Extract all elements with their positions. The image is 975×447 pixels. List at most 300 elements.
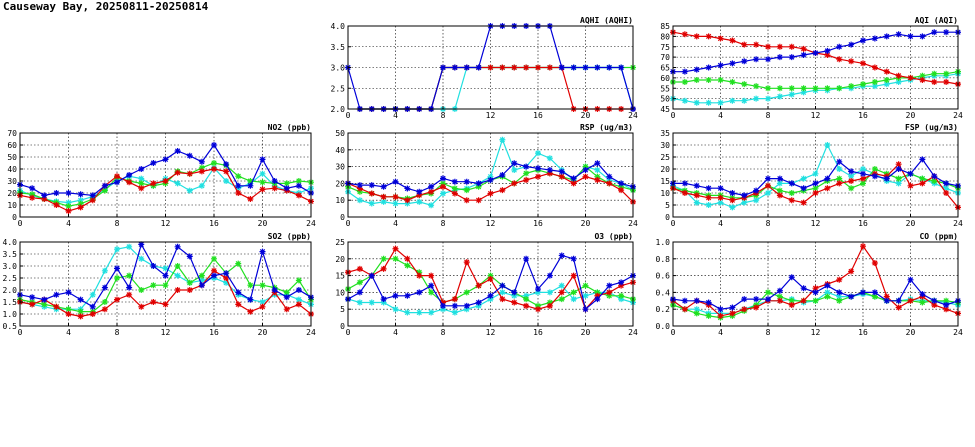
so2-series-green-point (102, 299, 108, 305)
aqi-series-red-point (741, 42, 747, 48)
rsp-series-blue-point (476, 180, 482, 186)
o3-series-green-point (404, 263, 410, 269)
rsp-series-red-point (404, 197, 410, 203)
aqhi-xtick-label: 8 (440, 111, 446, 120)
no2-series-green-point (260, 179, 266, 185)
o3-series-red-point (452, 296, 458, 302)
fsp-series-red-point (919, 180, 925, 186)
co-series-blue-point (741, 296, 747, 302)
rsp-chart (335, 123, 638, 228)
rsp-series-blue-point (464, 179, 470, 185)
aqi-series-green-point (931, 71, 937, 77)
aqi-series-green-point (753, 83, 759, 89)
aqhi-series-blue-point (440, 65, 446, 71)
aqi-series-blue-point (718, 62, 724, 68)
aqi-series-red-point (753, 42, 759, 48)
o3-series-blue-point (583, 306, 589, 312)
so2-series-blue-point (66, 289, 72, 295)
o3-series-red-point (571, 273, 577, 279)
aqi-series-cyan-point (682, 98, 688, 104)
no2-xtick-label: 24 (306, 219, 316, 228)
fsp-series-cyan-point (813, 171, 819, 177)
so2-series-blue-point (199, 282, 205, 288)
fsp-xtick-label: 24 (953, 219, 963, 228)
so2-series-red-point (235, 301, 241, 307)
rsp-series-blue-point (571, 175, 577, 181)
aqi-series-red-point (789, 44, 795, 50)
rsp-series-cyan-point (416, 199, 422, 205)
rsp-series-cyan-point (535, 150, 541, 156)
rsp-series-blue-point (416, 189, 422, 195)
o3-series-blue-point (381, 296, 387, 302)
so2-series-red-point (114, 297, 120, 303)
fsp-series-red-point (682, 190, 688, 196)
fsp-series-red-point (824, 185, 830, 191)
rsp-series-red-point (618, 187, 624, 193)
o3-ytick-label: 20 (335, 254, 345, 264)
aqhi-series-red-point (547, 65, 553, 71)
aqi-series-blue-point (729, 60, 735, 66)
o3-series-red-point (535, 306, 541, 312)
aqi-series-red-point (872, 65, 878, 71)
co-series-red-point (801, 298, 807, 304)
no2-series-red-point (66, 208, 72, 214)
co-series-green-point (824, 294, 830, 300)
so2-series-blue-point (90, 304, 96, 310)
rsp-series-red-point (464, 197, 470, 203)
aqhi-series-blue-point (476, 65, 482, 71)
rsp-series-red-point (606, 180, 612, 186)
o3-series-blue-point (606, 283, 612, 289)
rsp-series-red-point (594, 177, 600, 183)
o3-series-cyan-point (452, 310, 458, 316)
o3-series-cyan-point (393, 306, 399, 312)
rsp-series-cyan-point (594, 167, 600, 173)
so2-series-cyan-point (90, 292, 96, 298)
co-series-green-point (765, 289, 771, 295)
rsp-series-blue-point (393, 179, 399, 185)
co-series-blue-point (872, 289, 878, 295)
so2-xtick-label: 24 (306, 328, 316, 337)
rsp-series-green-point (464, 187, 470, 193)
so2-series-red-point (78, 313, 84, 319)
so2-series-red-point (247, 309, 253, 315)
aqi-ytick-label: 70 (660, 53, 670, 63)
aqi-series-green-point (884, 77, 890, 83)
co-series-red-point (718, 313, 724, 319)
no2-ytick-label: 30 (7, 177, 17, 186)
co-ytick-label: 0.8 (655, 254, 670, 264)
rsp-series-blue-point (357, 182, 363, 188)
rsp-series-blue-point (369, 182, 375, 188)
no2-ytick-label: 50 (7, 153, 17, 162)
so2-series-red-point (66, 311, 72, 317)
so2-ytick-label: 1.5 (2, 298, 17, 307)
no2-series-blue-point (114, 179, 120, 185)
rsp-series-blue-point (452, 179, 458, 185)
so2-series-blue-point (53, 292, 59, 298)
aqi-series-green-point (729, 79, 735, 85)
aqi-series-red-point (884, 69, 890, 75)
o3-series-blue-point (404, 293, 410, 299)
o3-series-blue-point (594, 296, 600, 302)
rsp-series-blue-point (488, 177, 494, 183)
rsp-ytick-label: 20 (335, 179, 345, 189)
co-ytick-label: 0.6 (655, 271, 670, 281)
aqi-series-cyan-point (706, 100, 712, 106)
co-ytick-label: 0.0 (655, 322, 670, 331)
fsp-xtick-label: 20 (905, 219, 916, 228)
aqi-series-red-point (836, 56, 842, 62)
no2-ytick-label: 10 (7, 201, 17, 210)
fsp-series-cyan-point (694, 200, 700, 206)
co-series-blue-point (813, 289, 819, 295)
rsp-series-cyan-point (440, 190, 446, 196)
rsp-series-cyan-point (511, 167, 517, 173)
so2-series-red-point (29, 301, 35, 307)
so2-title: SO2 (ppb) (267, 232, 311, 241)
co-series-blue-point (729, 305, 735, 311)
fsp-series-red-point (908, 183, 914, 189)
aqhi-xtick-label: 12 (485, 111, 496, 120)
o3-series-green-point (618, 293, 624, 299)
no2-series-red-point (53, 202, 59, 208)
o3-series-cyan-point (369, 299, 375, 305)
rsp-series-blue-point (511, 160, 517, 166)
rsp-series-blue-point (583, 167, 589, 173)
rsp-series-blue-point (535, 165, 541, 171)
o3-series-green-point (571, 289, 577, 295)
rsp-series-red-point (476, 197, 482, 203)
aqi-series-blue-point (777, 54, 783, 60)
fsp-series-blue-point (943, 180, 949, 186)
o3-xtick-label: 8 (440, 328, 446, 337)
aqi-series-blue-point (860, 38, 866, 44)
o3-series-red-point (476, 283, 482, 289)
aqi-series-blue-point (706, 65, 712, 71)
no2-series-red-point (150, 180, 156, 186)
fsp-ytick-label: 10 (660, 189, 670, 198)
no2-xtick-label: 4 (66, 219, 71, 228)
aqi-series-cyan-point (789, 91, 795, 97)
fsp-series-blue-point (765, 176, 771, 182)
o3-series-cyan-point (547, 289, 553, 295)
o3-series-red-point (488, 276, 494, 282)
no2-series-red-point (175, 170, 181, 176)
aqhi-ytick-label: 3.5 (330, 42, 345, 52)
rsp-series-red-point (583, 174, 589, 180)
co-series-green-point (813, 298, 819, 304)
no2-series-blue-point (247, 183, 253, 189)
aqi-series-red-point (682, 31, 688, 37)
aqhi-ytick-label: 4.0 (330, 22, 345, 31)
fsp-series-red-point (836, 180, 842, 186)
aqi-series-blue-point (872, 35, 878, 41)
no2-series-blue-point (66, 190, 72, 196)
aqi-ytick-label: 60 (660, 73, 670, 83)
aqhi-series-blue-point (606, 65, 612, 71)
co-ytick-label: 0.2 (655, 305, 670, 315)
so2-series-red-point (175, 287, 181, 293)
fsp-ytick-label: 5 (665, 201, 670, 210)
so2-series-blue-point (114, 265, 120, 271)
o3-xtick-label: 4 (393, 328, 398, 337)
aqhi-title: AQHI (AQHI) (580, 16, 633, 25)
o3-series-green-point (464, 289, 470, 295)
rsp-ytick-label: 30 (335, 162, 345, 172)
fsp-series-blue-point (813, 180, 819, 186)
fsp-series-blue-point (741, 192, 747, 198)
aqhi-series-red-point (488, 65, 494, 71)
aqi-series-red-point (765, 44, 771, 50)
no2-series-blue-point (53, 190, 59, 196)
o3-series-cyan-point (416, 310, 422, 316)
so2-chart (3, 232, 316, 337)
so2-series-red-point (163, 301, 169, 307)
fsp-series-red-point (789, 197, 795, 203)
so2-series-red-point (284, 306, 290, 312)
fsp-series-red-point (801, 200, 807, 206)
so2-ytick-label: 3.0 (2, 262, 17, 271)
so2-series-cyan-point (102, 268, 108, 274)
aqi-series-green-point (801, 85, 807, 91)
aqi-series-red-point (848, 58, 854, 64)
o3-series-blue-point (571, 256, 577, 262)
aqi-series-blue-point (919, 33, 925, 39)
no2-series-blue-point (126, 172, 132, 178)
no2-series-cyan-point (223, 178, 229, 184)
rsp-series-red-point (381, 194, 387, 200)
so2-series-blue-point (175, 244, 181, 250)
co-series-blue-point (943, 302, 949, 308)
o3-series-green-point (381, 256, 387, 262)
aqi-series-red-point (729, 38, 735, 44)
co-xtick-label: 12 (810, 328, 821, 337)
so2-series-green-point (175, 263, 181, 269)
o3-series-green-point (357, 279, 363, 285)
aqhi-ytick-label: 2.5 (330, 84, 345, 94)
aqi-series-green-point (777, 85, 783, 91)
aqi-series-green-point (718, 77, 724, 83)
no2-series-red-point (272, 185, 278, 191)
aqi-series-blue-point (908, 33, 914, 39)
so2-series-blue-point (163, 273, 169, 279)
no2-series-blue-point (29, 185, 35, 191)
no2-ytick-label: 0 (12, 213, 17, 222)
aqhi-chart (331, 16, 638, 120)
co-ytick-label: 0.4 (655, 288, 670, 298)
aqi-xtick-label: 24 (953, 111, 963, 120)
fsp-series-blue-point (884, 176, 890, 182)
fsp-series-red-point (813, 190, 819, 196)
fsp-series-blue-point (718, 185, 724, 191)
co-series-green-point (694, 310, 700, 316)
rsp-series-red-point (511, 180, 517, 186)
fsp-series-blue-point (848, 168, 854, 174)
aqi-series-blue-point (789, 54, 795, 60)
aqi-series-blue-point (848, 42, 854, 48)
no2-ytick-label: 70 (7, 129, 17, 138)
o3-series-red-point (523, 303, 529, 309)
no2-ytick-label: 40 (7, 165, 17, 174)
o3-series-cyan-point (357, 299, 363, 305)
rsp-series-blue-point (381, 184, 387, 190)
aqhi-xtick-label: 24 (628, 111, 638, 120)
fsp-xtick-label: 0 (670, 219, 676, 228)
co-xtick-label: 20 (905, 328, 916, 337)
fsp-series-blue-point (836, 159, 842, 165)
o3-series-blue-point (547, 273, 553, 279)
no2-series-red-point (138, 185, 144, 191)
rsp-series-red-point (393, 194, 399, 200)
o3-series-blue-point (416, 289, 422, 295)
o3-series-red-point (499, 296, 505, 302)
rsp-series-blue-point (547, 167, 553, 173)
so2-xtick-label: 12 (160, 328, 171, 337)
aqi-series-cyan-point (694, 100, 700, 106)
rsp-xtick-label: 8 (440, 219, 446, 228)
o3-series-red-point (357, 266, 363, 272)
aqhi-series-blue-point (452, 65, 458, 71)
fsp-ytick-label: 35 (660, 129, 670, 138)
co-series-blue-point (706, 299, 712, 305)
no2-series-blue-point (211, 142, 217, 148)
aqi-series-red-point (931, 79, 937, 85)
no2-series-red-point (163, 178, 169, 184)
so2-series-green-point (260, 282, 266, 288)
o3-series-red-point (547, 303, 553, 309)
so2-series-green-point (126, 273, 132, 279)
so2-series-red-point (53, 304, 59, 310)
aqi-series-blue-point (753, 56, 759, 62)
fsp-series-blue-point (789, 180, 795, 186)
rsp-series-blue-point (499, 172, 505, 178)
aqi-series-green-point (848, 83, 854, 89)
page-title: Causeway Bay, 20250811-20250814 (3, 0, 209, 13)
no2-series-red-point (235, 190, 241, 196)
o3-ytick-label: 10 (335, 288, 345, 298)
fsp-series-green-point (896, 176, 902, 182)
o3-xtick-label: 12 (485, 328, 496, 337)
o3-ytick-label: 0 (340, 322, 345, 331)
so2-series-cyan-point (175, 273, 181, 279)
co-series-blue-point (848, 294, 854, 300)
so2-series-blue-point (102, 285, 108, 291)
no2-series-blue-point (102, 183, 108, 189)
o3-series-blue-point (440, 303, 446, 309)
fsp-series-blue-point (919, 156, 925, 162)
fsp-xtick-label: 8 (765, 219, 771, 228)
so2-series-cyan-point (114, 246, 120, 252)
so2-series-green-point (187, 280, 193, 286)
so2-series-blue-point (29, 294, 35, 300)
aqi-series-red-point (943, 79, 949, 85)
no2-series-cyan-point (199, 183, 205, 189)
so2-series-red-point (126, 292, 132, 298)
so2-series-blue-point (272, 287, 278, 293)
fsp-ytick-label: 25 (660, 153, 670, 162)
aqhi-series-blue-point (618, 65, 624, 71)
so2-series-red-point (260, 304, 266, 310)
o3-series-cyan-point (559, 283, 565, 289)
o3-series-red-point (606, 289, 612, 295)
no2-xtick-label: 0 (17, 219, 23, 228)
aqhi-series-blue-point (594, 65, 600, 71)
rsp-xtick-label: 24 (628, 219, 638, 228)
aqi-series-green-point (836, 85, 842, 91)
aqi-series-red-point (919, 77, 925, 83)
co-series-red-point (896, 305, 902, 311)
fsp-series-blue-point (729, 190, 735, 196)
aqi-series-red-point (908, 75, 914, 81)
no2-series-blue-point (90, 192, 96, 198)
o3-series-red-point (428, 273, 434, 279)
rsp-series-blue-point (618, 180, 624, 186)
rsp-series-red-point (488, 190, 494, 196)
aqi-ytick-label: 50 (660, 94, 670, 104)
no2-series-blue-point (150, 160, 156, 166)
aqi-ytick-label: 45 (660, 105, 670, 114)
so2-series-blue-point (187, 253, 193, 259)
aqi-series-cyan-point (741, 98, 747, 104)
so2-series-green-point (114, 275, 120, 281)
rsp-series-blue-point (404, 185, 410, 191)
fsp-series-red-point (943, 190, 949, 196)
fsp-xtick-label: 12 (810, 219, 821, 228)
aqi-series-green-point (741, 81, 747, 87)
fsp-ytick-label: 15 (660, 177, 670, 186)
aqi-series-green-point (694, 77, 700, 83)
no2-series-blue-point (187, 153, 193, 159)
rsp-series-cyan-point (547, 155, 553, 161)
no2-series-cyan-point (175, 180, 181, 186)
no2-series-blue-point (175, 148, 181, 154)
o3-series-blue-point (559, 252, 565, 258)
co-series-blue-point (860, 289, 866, 295)
aqi-series-green-point (824, 85, 830, 91)
so2-ytick-label: 0.5 (2, 322, 17, 331)
rsp-series-red-point (535, 174, 541, 180)
no2-series-blue-point (78, 191, 84, 197)
co-series-blue-point (718, 306, 724, 312)
rsp-xtick-label: 20 (580, 219, 591, 228)
rsp-series-cyan-point (393, 201, 399, 207)
co-chart (656, 232, 963, 337)
rsp-series-red-point (369, 190, 375, 196)
rsp-series-red-point (523, 177, 529, 183)
o3-series-blue-point (357, 289, 363, 295)
co-xtick-label: 8 (765, 328, 771, 337)
aqhi-series-red-point (499, 65, 505, 71)
aqi-xtick-label: 0 (670, 111, 676, 120)
fsp-ytick-label: 0 (665, 213, 670, 222)
co-series-blue-point (765, 296, 771, 302)
co-series-blue-point (694, 298, 700, 304)
so2-series-blue-point (150, 263, 156, 269)
so2-xtick-label: 0 (17, 328, 23, 337)
no2-chart (7, 123, 316, 228)
no2-series-red-point (114, 173, 120, 179)
aqi-series-red-point (777, 44, 783, 50)
no2-series-blue-point (223, 161, 229, 167)
aqi-series-green-point (789, 85, 795, 91)
aqi-series-cyan-point (718, 100, 724, 106)
so2-ytick-label: 2.0 (2, 286, 17, 295)
fsp-series-red-point (765, 183, 771, 189)
rsp-series-cyan-point (357, 197, 363, 203)
co-series-blue-point (777, 288, 783, 294)
o3-series-blue-point (511, 289, 517, 295)
